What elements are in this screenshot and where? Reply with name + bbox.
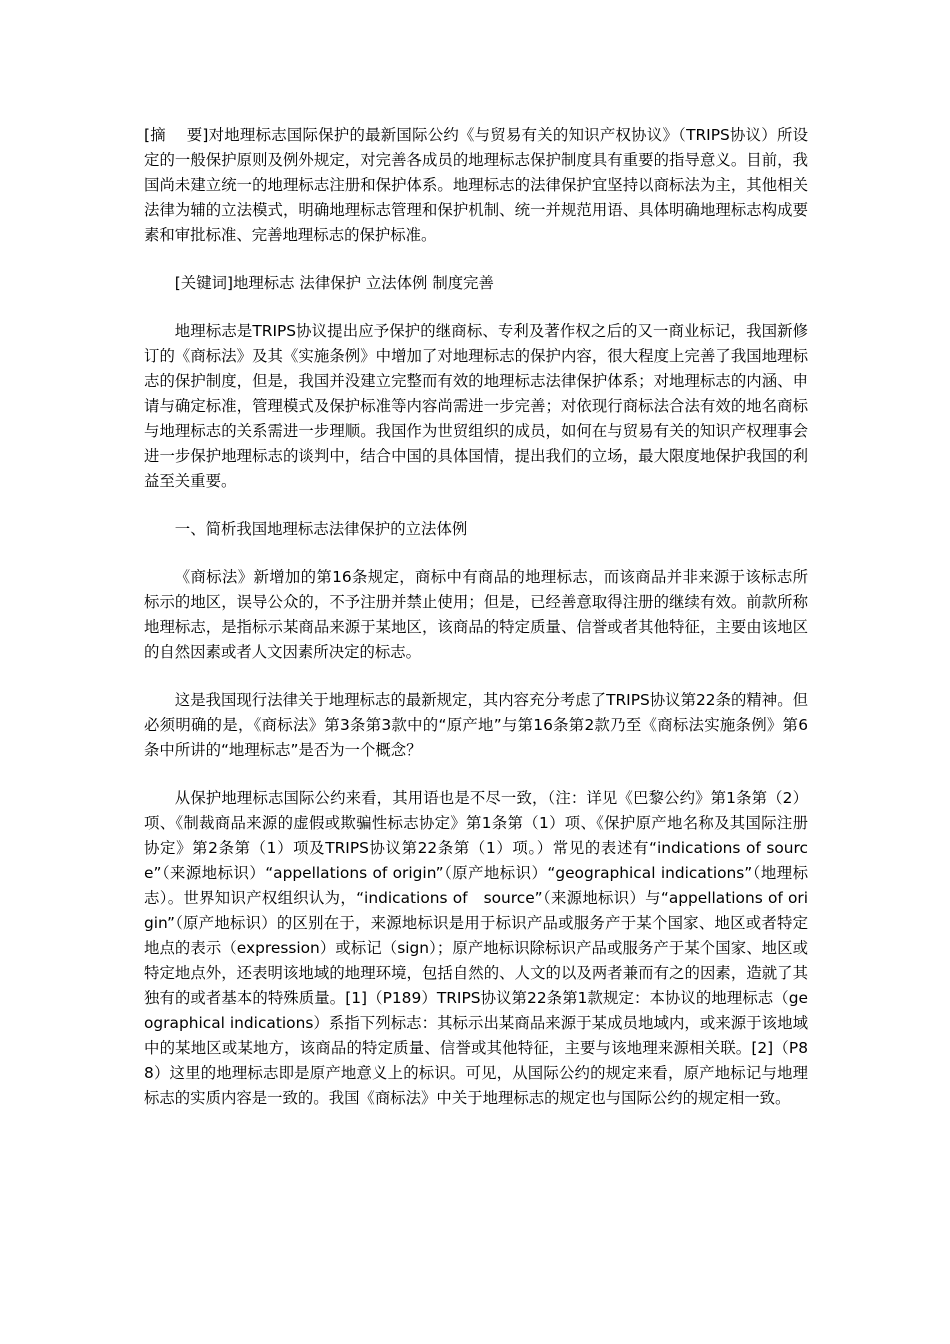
paragraph-gap — [144, 763, 808, 786]
paragraph-gap — [144, 296, 808, 319]
paragraph-gap — [144, 542, 808, 565]
body-paragraph: 这是我国现行法律关于地理标志的最新规定，其内容充分考虑了TRIPS协议第22条的精神。但必须明确的是，《商标法》第3条第3款中的“原产地”与第16条第2款乃至《商标法实施条例》第6条中所讲的“地理标志”是否为一个概念？ — [144, 691, 808, 759]
section-heading: 一、简析我国地理标志法律保护的立法体例 — [174, 520, 468, 538]
abstract-paragraph: [摘 要]对地理标志国际保护的最新国际公约《与贸易有关的知识产权协议》（TRIPS协议）所设定的一般保护原则及例外规定，对完善各成员的地理标志保护制度具有重要的指导意义。目前，我国尚未建立统一的地理标志注册和保护体系。地理标志的法律保护宜坚持以商标法为主，其他相关法律为辅的立法模式，明确地理标志管理和保护机制、统一并规范用语、具体明确地理标志构成要素和审批标准、完善地理标志的保护标准。 — [144, 126, 808, 244]
keywords-paragraph: [关键词]地理标志 法律保护 立法体例 制度完善 — [174, 274, 494, 292]
body-paragraph: 从保护地理标志国际公约来看，其用语也是不尽一致，（注：详见《巴黎公约》第1条第（2）项、《制裁商品来源的虚假或欺骗性标志协定》第1条第（1）项、《保护原产地名称及其国际注册协定》第2条第（1）项及TRIPS协议第22条第（1）项。）常见的表述有“indications of source”（来源地标识）“appellations of origin”（原产地标识）“geographical indications”（地理标志）。世界知识产权组织认为，“indications of source”（来源地标识）与“appellations of origin”（原产地标识）的区别在于，来源地标识是用于标识产品或服务产于某个国家、地区或者特定地点的表示（expression）或标记（sign）；原产地标识除标识产品或服务产于某个国家、地区或特定地点外，还表明该地域的地理环境，包括自然的、人文的以及两者兼而有之的因素，造就了其独有的或者基本的特殊质量。[1]（P189）TRIPS协议第22条第1款规定：本协议的地理标志（geographical indications）系指下列标志：其标示出某商品来源于某成员地域内，或来源于该地域中的某地区或某地方，该商品的特定质量、信誉或其他特征，主要与该地理来源相关联。[2]（P88）这里的地理标志即是原产地意义上的标识。可见，从国际公约的规定来看，原产地标记与地理标志的实质内容是一致的。我国《商标法》中关于地理标志的规定也与国际公约的规定相一致。 — [144, 789, 808, 1107]
paragraph-gap — [144, 248, 808, 271]
paragraph-gap — [144, 665, 808, 688]
intro-paragraph: 地理标志是TRIPS协议提出应予保护的继商标、专利及著作权之后的又一商业标记，我国新修订的《商标法》及其《实施条例》中增加了对地理标志的保护内容，很大程度上完善了我国地理标志的保护制度，但是，我国并没建立完整而有效的地理标志法律保护体系；对地理标志的内涵、申请与确定标准，管理模式及保护标准等内容尚需进一步完善；对依现行商标法合法有效的地名商标与地理标志的关系需进一步理顺。我国作为世贸组织的成员，如何在与贸易有关的知识产权理事会进一步保护地理标志的谈判中，结合中国的具体国情，提出我们的立场，最大限度地保护我国的利益至关重要。 — [144, 322, 808, 490]
paragraph-gap — [144, 494, 808, 517]
body-paragraph: 《商标法》新增加的第16条规定，商标中有商品的地理标志，而该商品并非来源于该标志所标示的地区，误导公众的，不予注册并禁止使用；但是，已经善意取得注册的继续有效。前款所称地理标志，是指标示某商品来源于某地区，该商品的特定质量、信誉或者其他特征，主要由该地区的自然因素或者人文因素所决定的标志。 — [144, 568, 808, 661]
document-body — [144, 123, 808, 1111]
